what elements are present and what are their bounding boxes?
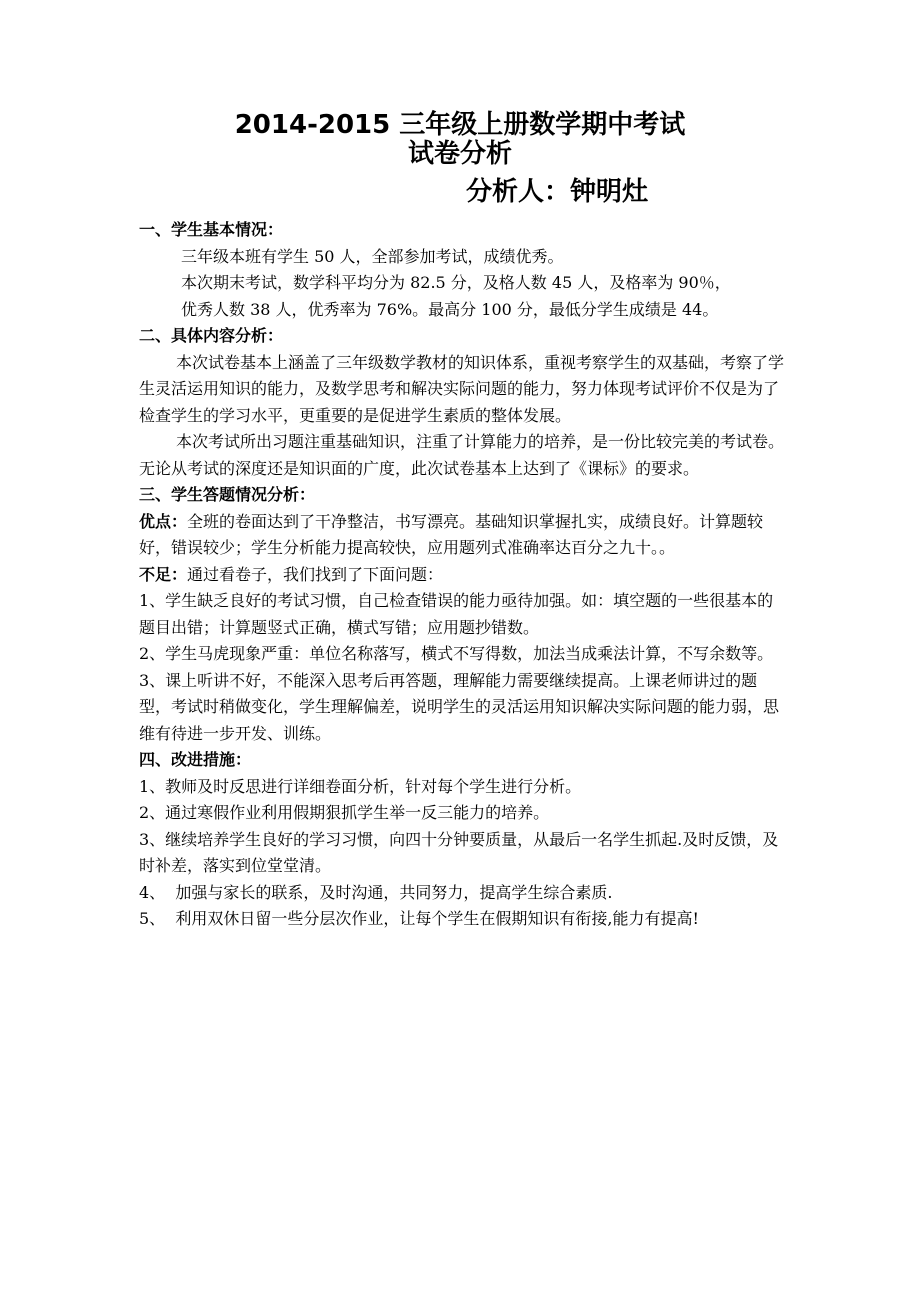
section-4-heading: 四、改进措施： xyxy=(139,750,252,769)
measure-item: 5、 利用双休日留一些分层次作业，让每个学生在假期知识有衔接,能力有提高! xyxy=(139,909,699,928)
measure-item: 1、教师及时反思进行详细卷面分析，针对每个学生进行分析。 xyxy=(139,776,582,796)
section-1-para-2b: 优秀人数 38 人，优秀率为 76%。最高分 100 分，最低分学生成绩是 44。 xyxy=(181,299,719,319)
advantages-label: 优点： xyxy=(139,511,188,531)
measure-item: 3、继续培养学生良好的学习习惯，向四十分钟要质量，从最后一名学生抓起.及时反馈，及时补差，落实到位堂堂清。 xyxy=(139,829,779,875)
shortcomings-text: 通过看卷子，我们找到了下面问题： xyxy=(187,564,444,584)
shortcoming-item: 1、学生缺乏良好的考试习惯，自己检查错误的能力亟待加强。如：填空题的一些很基本的题目出错；计算题竖式正确，横式写错；应用题抄错数。 xyxy=(139,591,774,637)
advantages-text: 全班的卷面达到了干净整洁，书写漂亮。基础知识掌握扎实，成绩良好。计算题较好，错误较少；学生分析能力提高较快，应用题列式准确率达百分之九十。。 xyxy=(139,511,764,557)
document-body xyxy=(139,217,789,933)
section-2-heading: 二、具体内容分析： xyxy=(139,326,284,345)
section-3-heading: 三、学生答题情况分析： xyxy=(139,485,316,504)
author: 分析人：钟明灶 xyxy=(466,177,649,207)
shortcoming-item: 2、学生马虎现象严重：单位名称落写，横式不写得数，加法当成乘法计算，不写余数等。 xyxy=(139,644,774,663)
section-2-para-1: 本次试卷基本上涵盖了三年级数学教材的知识体系，重视考察学生的双基础，考察了学生灵活运用知识的能力，及数学思考和解决实际问题的能力，努力体现考试评价不仅是为了检查学生的学习水平，更重要的是促进学生素质的整体发展。 xyxy=(139,352,785,425)
section-1-para-2a: 本次期末考试，数学科平均分为 82.5 分，及格人数 45 人，及格率为 90％， xyxy=(181,273,731,292)
shortcomings-label: 不足： xyxy=(139,564,188,584)
shortcomings-paragraph xyxy=(139,562,789,589)
advantages-paragraph xyxy=(139,509,789,562)
section-1-heading: 一、学生基本情况： xyxy=(139,220,284,239)
section-2-para-2: 本次考试所出习题注重基础知识，注重了计算能力的培养，是一份比较完美的考试卷。无论从考试的深度还是知识面的广度，此次试卷基本上达到了《课标》的要求。 xyxy=(139,432,785,478)
title-line-2: 试卷分析 xyxy=(407,139,512,169)
measure-item: 4、 加强与家长的联系，及时沟通，共同努力，提高学生综合素质. xyxy=(139,882,613,902)
title-line-1: 2014-2015 三年级上册数学期中考试 xyxy=(234,110,686,140)
measure-item: 2、通过寒假作业利用假期狠抓学生举一反三能力的培养。 xyxy=(139,803,550,822)
shortcoming-item: 3、课上听讲不好，不能深入思考后再答题，理解能力需要继续提高。上课老师讲过的题型，考试时稍做变化，学生理解偏差，说明学生的灵活运用知识解决实际问题的能力弱，思维有待进一步开发、训练。 xyxy=(139,670,780,743)
section-1-para-1: 三年级本班有学生 50 人，全部参加考试，成绩优秀。 xyxy=(181,246,564,266)
